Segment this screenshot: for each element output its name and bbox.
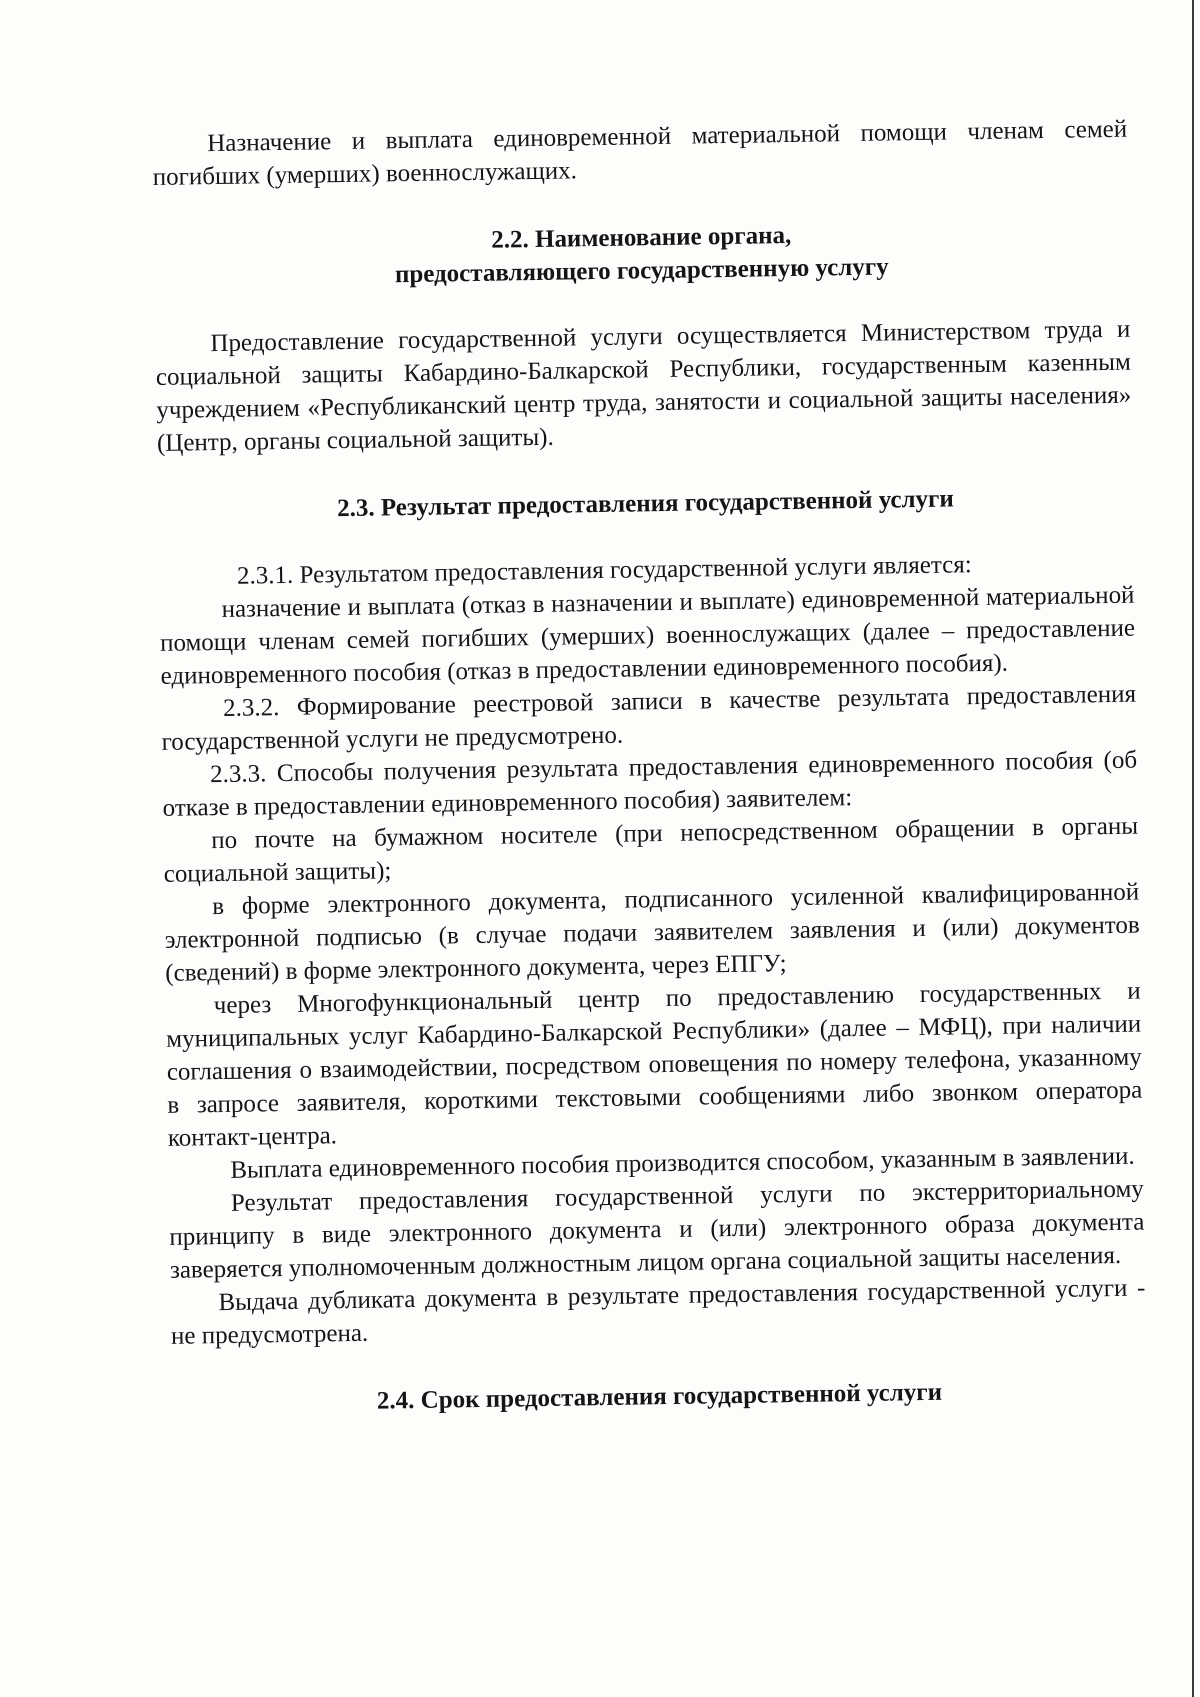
scan-edge-line xyxy=(1192,0,1194,1697)
document-body xyxy=(152,113,1147,1421)
section-2-2-heading-line1: 2.2. Наименование органа, xyxy=(491,221,792,254)
mail-method-paragraph: по почте на бумажном носителе (при непосредственном обращении в органы социальной защиты); xyxy=(163,812,1139,888)
electronic-method-paragraph: в форме электронного документа, подписанного усиленной квалифицированной электронной подписью (в случае подачи заявителем заявления и (или) документов (сведений) в форме электронного документа, через ЕПГУ; xyxy=(164,878,1140,987)
duplicate-paragraph: Выдача дубликата документа в результате предоставления государственной услуги - не предусмотрена. xyxy=(170,1274,1146,1350)
intro-paragraph: Назначение и выплата единовременной материальной помощи членам семей погибших (умерших) военнослужащих. xyxy=(152,115,1128,191)
section-2-3-3-paragraph: 2.3.3. Способы получения результата предоставления единовременного пособия (об отказе в предоставлении единовременного пособия) заявителем: xyxy=(162,746,1138,822)
extraterritorial-result-paragraph: Результат предоставления государственной услуги по экстерриториальному принципу в виде электронного документа и (или) электронного образа документа заверяется уполномоченным должностным лицом органа социальной защиты населения. xyxy=(169,1175,1145,1284)
section-2-3-heading: 2.3. Результат предоставления государственной услуги xyxy=(336,485,955,523)
section-2-2-heading-line2: предоставляющего государственную услугу xyxy=(394,253,889,289)
section-2-2-paragraph: Предоставление государственной услуги осуществляется Министерством труда и социальной защиты Кабардино-Балкарской Республики, государственным казенным учреждением «Республиканский центр труда, занятости и социальной защиты населения» (Центр, органы социальной защиты). xyxy=(155,315,1132,457)
mfc-method-paragraph: через Многофункциональный центр по предоставлению государственных и муниципальных услуг Кабардино-Балкарской Республики» (далее – МФЦ), при наличии соглашения о взаимодействии, посредством оповещения по номеру телефона, указанному в запросе заявителя, короткими текстовыми сообщениями либо звонком оператора контакт-центра. xyxy=(166,977,1143,1152)
section-2-3-2-paragraph: 2.3.2. Формирование реестровой записи в качестве результата предоставления государственной услуги не предусмотрено. xyxy=(161,680,1137,756)
section-2-3-1-paragraph: 2.3.1. Результатом предоставления государственной услуги является: xyxy=(236,551,972,590)
section-2-3-1-result-paragraph: назначение и выплата (отказ в назначении и выплате) единовременной материальной помощи членам семей погибших (умерших) военнослужащих (далее – предоставление единовременного пособия (отказ в предоставлении единовременного пособия). xyxy=(159,581,1136,690)
section-2-4-heading: 2.4. Срок предоставления государственной услуги xyxy=(376,1378,943,1415)
payment-paragraph: Выплата единовременного пособия производится способом, указанным в заявлении. xyxy=(230,1142,1135,1184)
